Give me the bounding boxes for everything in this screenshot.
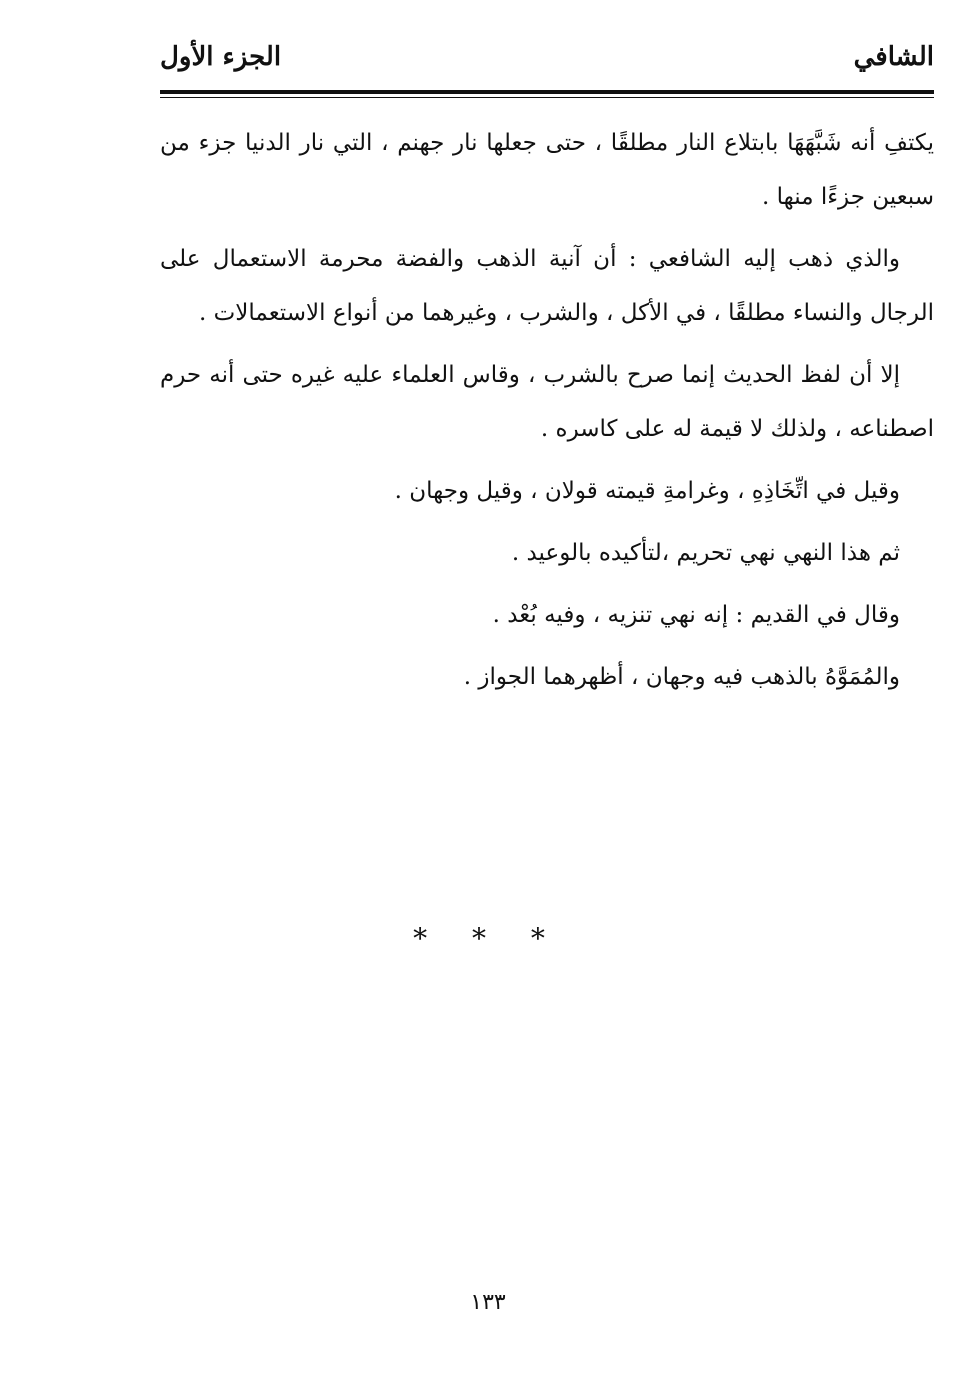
book-title: الشافي [853, 42, 934, 72]
running-header [160, 38, 934, 86]
paragraph-hadith-wording: إلا أن لفظ الحديث إنما صرح بالشرب ، وقاس العلماء عليه غيره حتى أنه حرم اصطناعه ، ولذلك لا قيمة له على كاسره . [160, 362, 934, 442]
volume-label: الجزء الأول [160, 42, 282, 72]
paragraph-acquisition: وقيل في اتِّخَاذِهِ ، وغرامةِ قيمته قولان ، وقيل وجهان . [394, 478, 900, 504]
paragraph-old-opinion: وقال في القديم : إنه نهي تنزيه ، وفيه بُعْد . [492, 602, 900, 628]
paragraph-gilded: والمُمَوَّهُ بالذهب فيه وجهان ، أظهرهما الجواز . [463, 664, 900, 690]
header-rule-thick [160, 90, 934, 94]
paragraph-continuation: يكتفِ أنه شَبَّهَهَا بابتلاع النار مطلقًا ، حتى جعلها نار جهنم ، التي نار الدنيا جزء من سبعين جزءًا منها . [160, 130, 934, 210]
paragraph-prohibition: ثم هذا النهي نهي تحريم ،لتأكيده بالوعيد . [511, 540, 900, 566]
section-divider-asterisks: * * * [413, 922, 563, 955]
header-rule-thin [160, 97, 934, 98]
body-text [160, 116, 934, 712]
paragraph-shafii-ruling: والذي ذهب إليه الشافعي : أن آنية الذهب والفضة محرمة الاستعمال على الرجال والنساء مطلقًا ، في الأكل ، والشرب ، وغيرهما من أنواع الاستعمالات . [160, 246, 934, 326]
page-number: ١٣٣ [470, 1290, 506, 1315]
